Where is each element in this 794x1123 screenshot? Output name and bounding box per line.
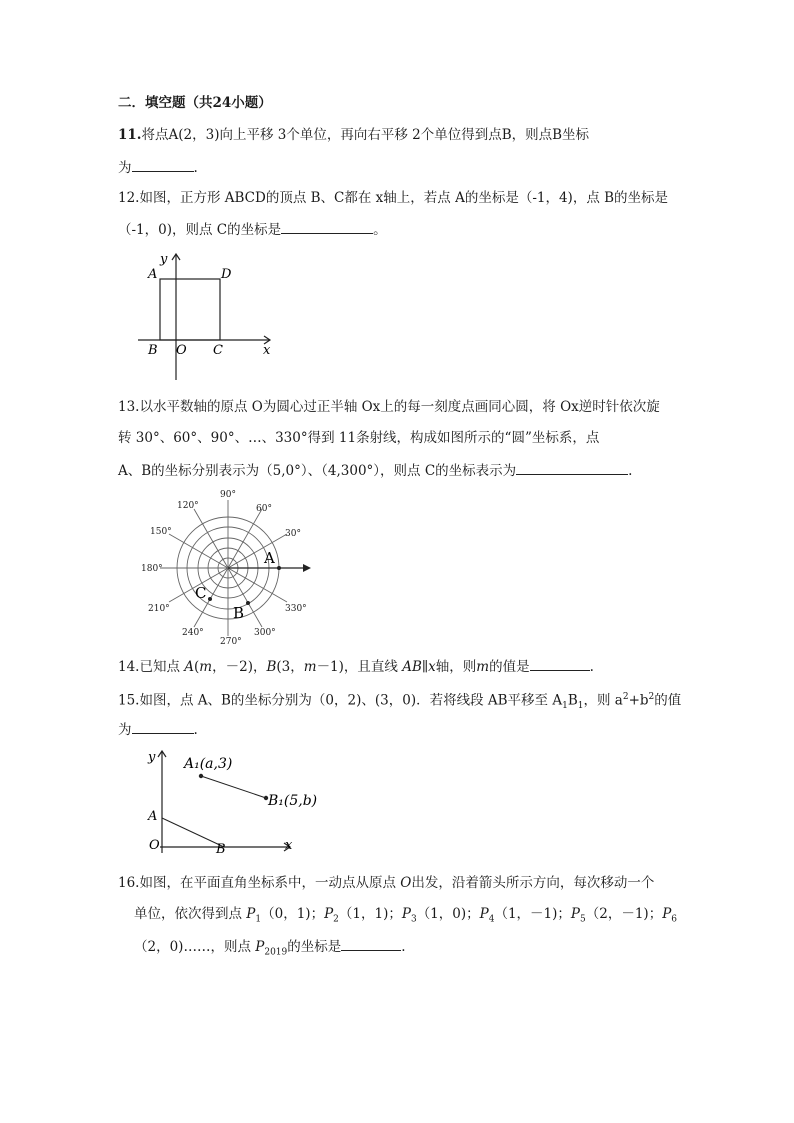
p2019-sub: 2019 xyxy=(264,947,288,958)
question-11-line1 xyxy=(118,126,589,144)
answer-blank-14[interactable] xyxy=(530,656,590,671)
label-c: C xyxy=(213,343,223,358)
question-12-end: 。 xyxy=(373,222,387,238)
p3-sub: 3 xyxy=(410,914,417,925)
point-b xyxy=(246,601,250,605)
p4-sub: 4 xyxy=(488,914,495,925)
question-15-text-2: 为 xyxy=(118,722,132,738)
p1-name: P xyxy=(246,906,256,922)
coord-a-close: ，－2)， xyxy=(212,659,267,675)
question-16-text-a: 16.如图，在平面直角坐标系中，一动点从原点 xyxy=(118,875,401,891)
label-b1: B₁(5,b) xyxy=(268,793,318,809)
angle-label-330: 330° xyxy=(285,604,307,614)
subscript-1: 1 xyxy=(562,701,568,712)
angle-label-270: 270° xyxy=(220,637,242,647)
square-figure xyxy=(135,248,280,383)
label-a: A xyxy=(148,809,158,824)
label-b: B xyxy=(233,604,245,622)
point-a1 xyxy=(199,774,203,778)
question-11-line2 xyxy=(118,157,198,177)
p2019-name: P xyxy=(255,939,265,955)
question-16-line1 xyxy=(118,874,654,892)
x-axis-name: x xyxy=(428,659,436,675)
coord-a-open: ( xyxy=(194,659,200,675)
angle-label-60: 60° xyxy=(256,504,272,514)
question-16-text-3: （2，0)……，则点 xyxy=(134,939,256,955)
label-d: D xyxy=(221,267,232,282)
question-15-line2 xyxy=(118,719,198,739)
y-axis-label: y xyxy=(160,252,168,267)
question-15-text-b: B xyxy=(567,692,578,709)
question-15-text-a: 15.如图，点 A、B的坐标分别为（0，2)、(3，0)．若将线段 AB平移至 A xyxy=(118,692,563,709)
question-11-text-2: 为 xyxy=(118,160,132,176)
p5-name: P xyxy=(570,906,581,922)
var-m-2: m xyxy=(303,659,317,675)
p3-name: P xyxy=(401,906,411,922)
answer-blank-16[interactable] xyxy=(341,936,401,951)
question-16-line3 xyxy=(134,936,406,962)
subscript-1-b: 1 xyxy=(577,701,584,712)
label-a: A xyxy=(264,549,275,567)
question-14-end: . xyxy=(589,659,594,675)
coord-b-open: (3， xyxy=(276,659,304,675)
question-16-text-3b: 的坐标是 xyxy=(287,939,342,955)
label-a: A xyxy=(148,267,158,282)
question-15-text-c: ，则 a xyxy=(583,692,623,709)
angle-label-210: 210° xyxy=(148,604,170,614)
question-13-line2: 转 30°、60°、90°、…、330°得到 11条射线，构成如图所示的“圆”坐标系，点 xyxy=(118,430,600,446)
question-16-text-2: 单位，依次得到点 xyxy=(134,906,247,922)
question-14-line1 xyxy=(118,656,594,676)
p5-sub: 5 xyxy=(580,914,586,925)
section-title: 二．填空题（共24小题） xyxy=(118,95,272,111)
polar-figure xyxy=(135,488,315,648)
question-16-end: . xyxy=(401,939,406,955)
parallel-symbol: ∥ xyxy=(421,659,429,675)
p2-sub: 2 xyxy=(333,914,339,925)
question-12-line2 xyxy=(118,219,387,239)
angle-label-90: 90° xyxy=(220,490,236,500)
question-13-end: . xyxy=(628,463,633,479)
var-m-3: m xyxy=(476,659,490,675)
p2-coord: （1，1)； xyxy=(338,906,402,922)
axis-text: 轴，则 xyxy=(435,659,477,675)
label-b: B xyxy=(216,842,226,857)
label-a1: A₁(a,3) xyxy=(184,756,233,772)
answer-blank-12[interactable] xyxy=(281,219,373,234)
question-16-text-b: 出发，沿着箭头所示方向，每次移动一个 xyxy=(411,875,655,891)
label-o: O xyxy=(176,343,187,358)
angle-label-240: 240° xyxy=(182,628,204,638)
segment-ab xyxy=(162,818,224,847)
p4-name: P xyxy=(479,906,489,922)
label-c: C xyxy=(195,584,207,602)
answer-blank-13[interactable] xyxy=(516,460,628,475)
question-13-text-3: A、B的坐标分别表示为（5,0°）、（4,300°），则点 C的坐标表示为 xyxy=(118,463,517,479)
label-o: O xyxy=(149,838,160,853)
positive-axis-arrow xyxy=(303,564,311,572)
angle-label-300: 300° xyxy=(254,628,276,638)
answer-blank-11[interactable] xyxy=(132,157,194,172)
var-m: m xyxy=(199,659,213,675)
question-15-line1 xyxy=(118,688,681,715)
p6-sub: 6 xyxy=(671,914,678,925)
angle-label-120: 120° xyxy=(177,501,199,511)
angle-label-180: 180° xyxy=(141,564,163,574)
segment-a1b1 xyxy=(201,776,266,798)
p2-name: P xyxy=(324,906,334,922)
superscript-2-b: 2 xyxy=(648,692,655,702)
question-16-line2 xyxy=(134,905,677,929)
question-12-text-2: （-1，0)，则点 C的坐标是 xyxy=(118,222,282,238)
square-abcd xyxy=(160,279,220,340)
question-13-line3 xyxy=(118,460,632,480)
question-14-tail: 的值是 xyxy=(489,659,530,675)
superscript-2: 2 xyxy=(622,692,629,702)
x-axis-label: x xyxy=(285,838,293,853)
y-axis-label: y xyxy=(148,750,156,765)
answer-blank-15[interactable] xyxy=(132,719,194,734)
p3-coord: （1，0)； xyxy=(416,906,480,922)
question-15-text-e: 的值 xyxy=(654,692,682,709)
question-13-line1: 13.以水平数轴的原点 O为圆心过正半轴 Ox上的每一刻度点画同心圆，将 Ox逆时针依次旋 xyxy=(118,399,660,415)
question-11-text: 将点A(2，3)向上平移 3个单位，再向右平移 2个单位得到点B，则点B坐标 xyxy=(141,127,590,143)
question-12-line1: 12.如图，正方形 ABCD的顶点 B、C都在 x轴上，若点 A的坐标是（-1，4)，点 B的坐标是 xyxy=(118,190,669,206)
line-ab-name: AB xyxy=(402,659,422,675)
point-c xyxy=(208,597,212,601)
question-15-text-d: +b xyxy=(628,692,649,709)
question-11-end: . xyxy=(193,160,198,176)
question-11-number: 11. xyxy=(118,127,142,143)
coord-b-close: －1)，且直线 xyxy=(316,659,403,675)
p1-coord: （0，1)； xyxy=(261,906,325,922)
question-15-end: . xyxy=(193,722,198,738)
translation-figure xyxy=(140,745,318,857)
x-axis-label: x xyxy=(263,343,271,358)
origin-name: O xyxy=(400,875,412,891)
point-a xyxy=(277,566,281,570)
point-b-name: B xyxy=(266,659,277,675)
p5-coord: （2，－1)； xyxy=(585,906,663,922)
angle-label-30: 30° xyxy=(285,529,301,539)
question-14-prefix: 14.已知点 xyxy=(118,659,185,675)
point-a-name: A xyxy=(184,659,195,675)
label-b: B xyxy=(148,343,158,358)
angle-label-150: 150° xyxy=(150,527,172,537)
p6-name: P xyxy=(662,906,672,922)
p4-coord: （1，－1)； xyxy=(494,906,571,922)
p1-sub: 1 xyxy=(255,914,262,925)
